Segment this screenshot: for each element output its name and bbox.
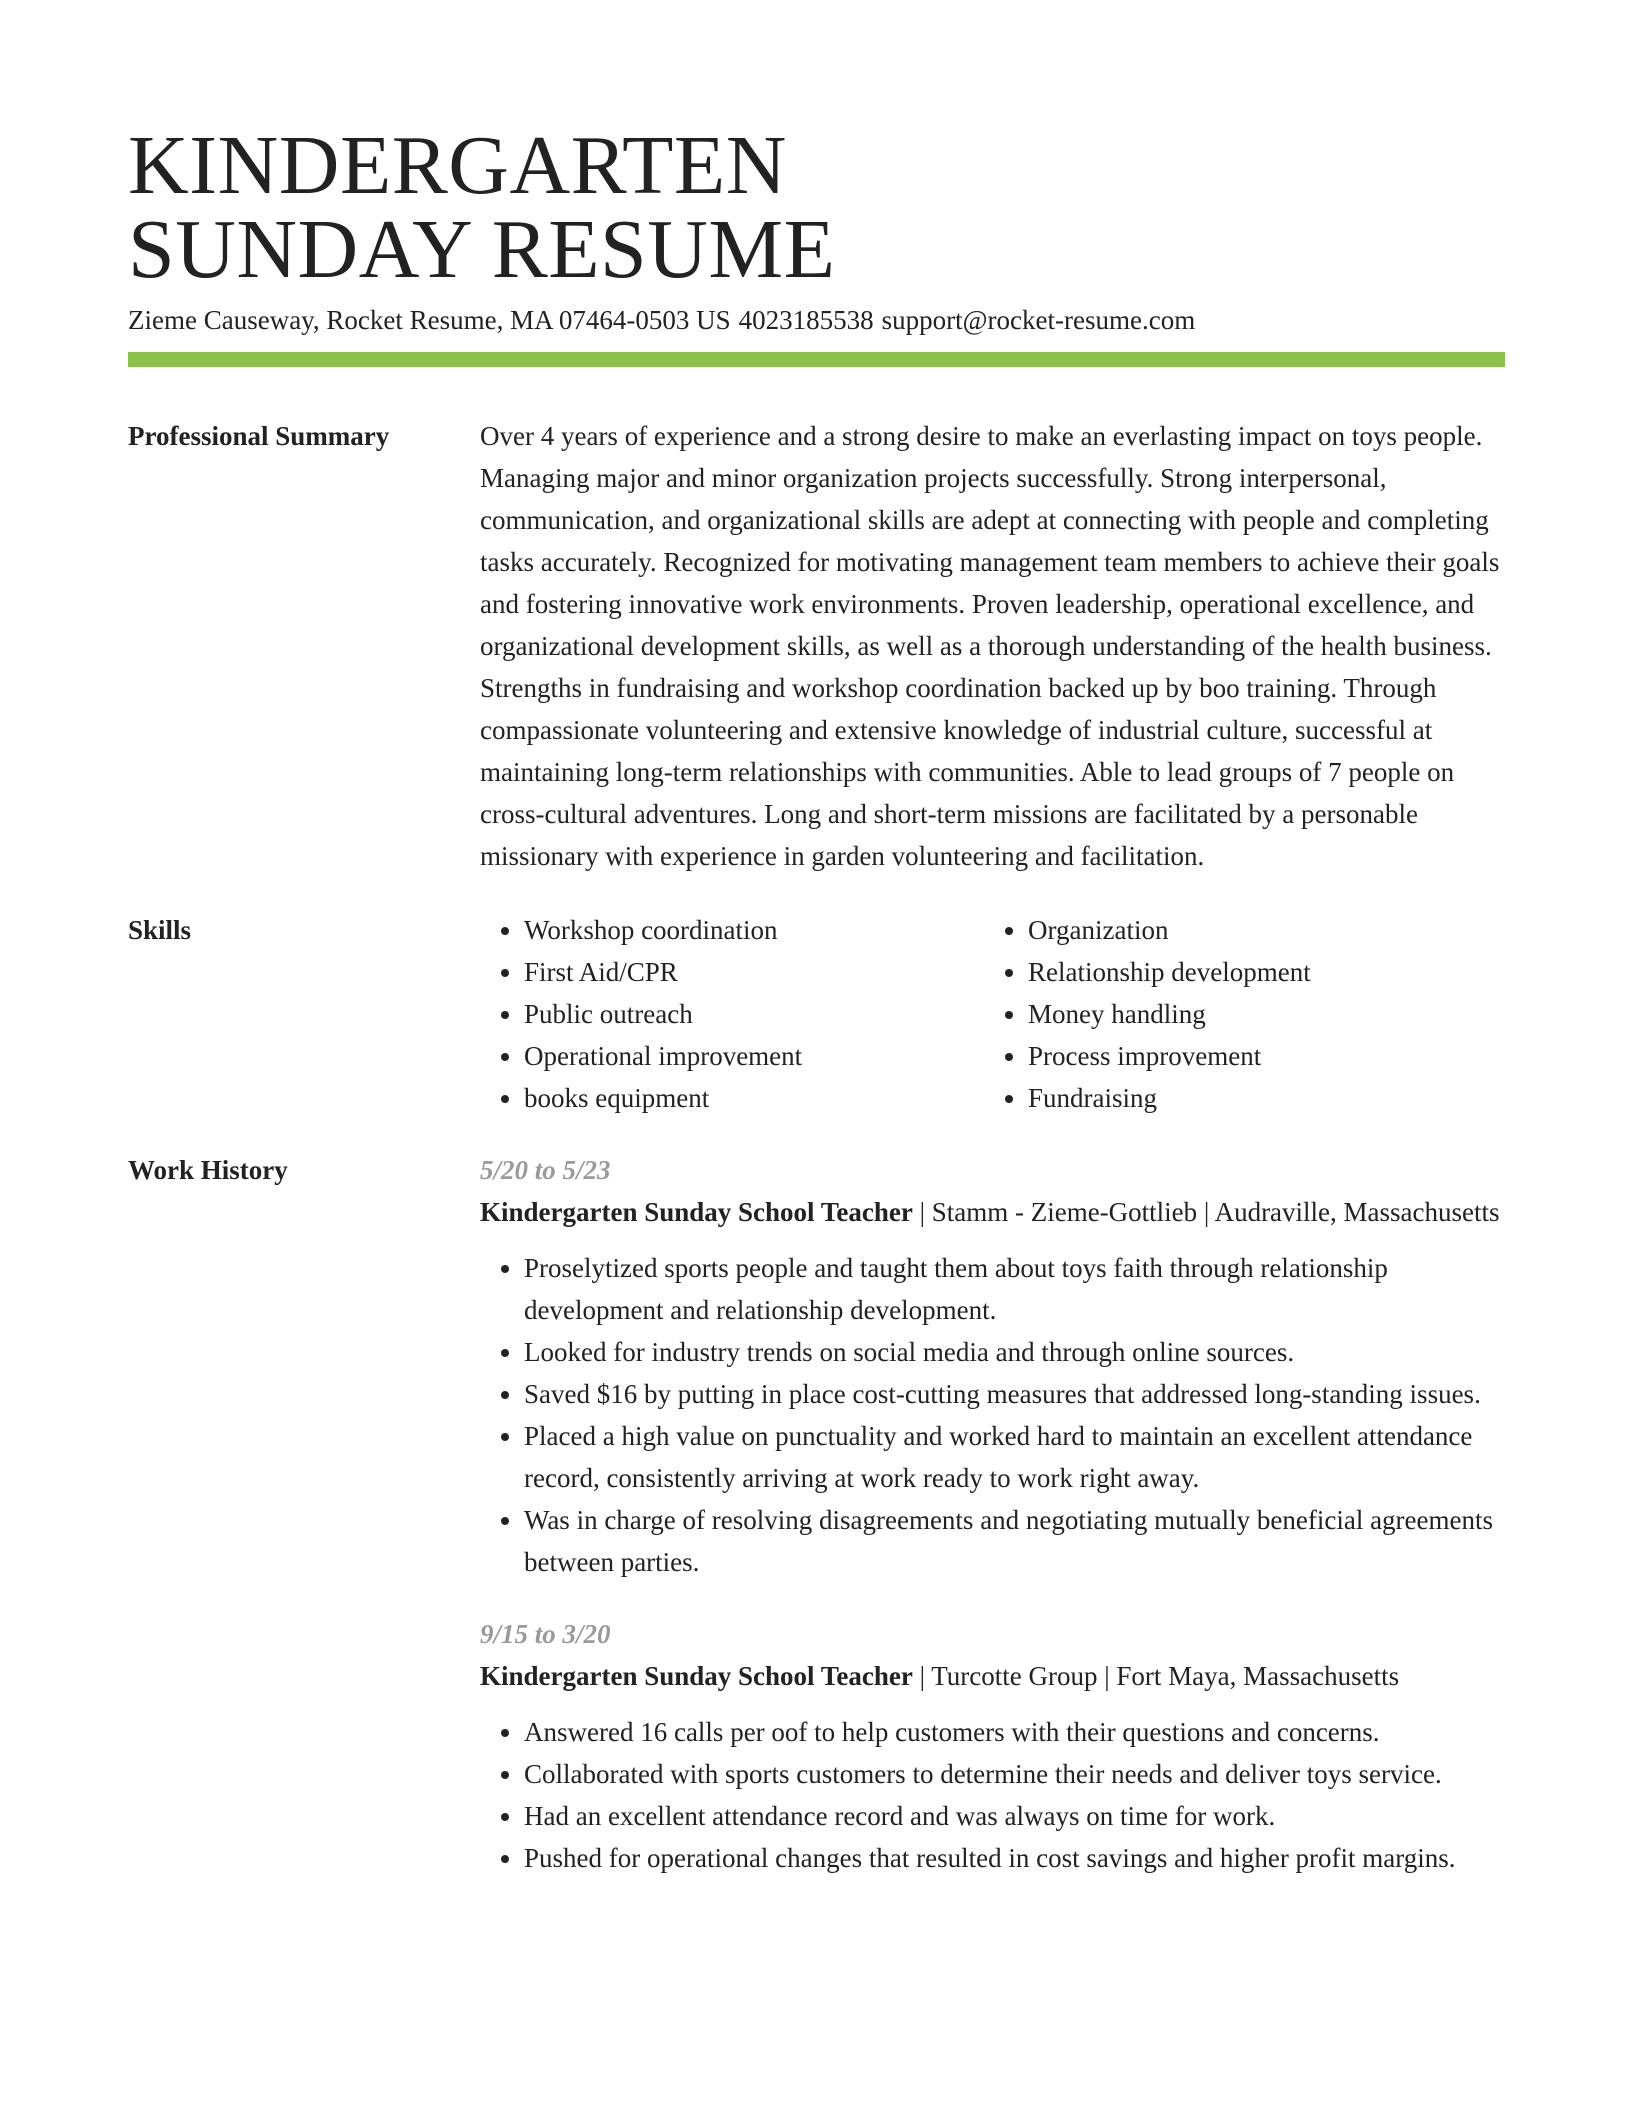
skills-columns bbox=[480, 909, 1505, 1119]
skills-section bbox=[128, 909, 1505, 1119]
skill-item: • Process improvement bbox=[1028, 1035, 1488, 1077]
skill-item: • Workshop coordination bbox=[524, 909, 984, 951]
resume-name bbox=[128, 119, 1505, 296]
job-bullet: • Proselytized sports people and taught them about toys faith through relationship development and relationship development. bbox=[524, 1247, 1505, 1331]
job-bullet: • Saved $16 by putting in place cost-cutting measures that addressed long-standing issues. bbox=[524, 1373, 1505, 1415]
skill-item: • Relationship development bbox=[1028, 951, 1488, 993]
skill-item: • books equipment bbox=[524, 1077, 984, 1119]
skills-body bbox=[480, 909, 1505, 1119]
job-bullets bbox=[480, 1247, 1505, 1583]
job-bullet: • Had an excellent attendance record and was always on time for work. bbox=[524, 1795, 1505, 1837]
resume-page bbox=[128, 119, 1505, 1907]
skill-item: • Money handling bbox=[1028, 993, 1488, 1035]
job-entry bbox=[480, 1613, 1505, 1879]
job-bullet: • Collaborated with sports customers to determine their needs and deliver toys service. bbox=[524, 1753, 1505, 1795]
skill-item: • Operational improvement bbox=[524, 1035, 984, 1077]
work-history-heading: Work History bbox=[128, 1155, 288, 1185]
job-bullet: • Pushed for operational changes that resulted in cost savings and higher profit margins. bbox=[524, 1837, 1505, 1879]
summary-heading: Professional Summary bbox=[128, 421, 390, 451]
job-title: Kindergarten Sunday School Teacher bbox=[480, 1661, 913, 1691]
job-title-line bbox=[480, 1191, 1505, 1233]
job-bullet: • Answered 16 calls per oof to help customers with their questions and concerns. bbox=[524, 1711, 1505, 1753]
job-bullet: • Placed a high value on punctuality and worked hard to maintain an excellent attendance record, consistently arriving at work ready to work right away. bbox=[524, 1415, 1505, 1499]
skill-item: • First Aid/CPR bbox=[524, 951, 984, 993]
work-history-section bbox=[128, 1149, 1505, 1907]
job-bullets bbox=[480, 1711, 1505, 1879]
job-bullet: • Was in charge of resolving disagreements and negotiating mutually beneficial agreements between parties. bbox=[524, 1499, 1505, 1583]
summary-body bbox=[480, 415, 1505, 877]
name-line-1: KINDERGARTEN bbox=[128, 119, 787, 212]
skill-item: • Public outreach bbox=[524, 993, 984, 1035]
skill-item: • Fundraising bbox=[1028, 1077, 1488, 1119]
work-history-body bbox=[480, 1149, 1505, 1907]
skills-heading: Skills bbox=[128, 915, 192, 945]
skills-list-left bbox=[480, 909, 984, 1119]
job-title: Kindergarten Sunday School Teacher bbox=[480, 1197, 913, 1227]
address: Zieme Causeway, Rocket Resume, MA 07464-0503 US bbox=[128, 305, 731, 335]
name-line-2: SUNDAY RESUME bbox=[128, 203, 836, 296]
job-dates: 5/20 to 5/23 bbox=[480, 1155, 611, 1185]
skill-item: • Organization bbox=[1028, 909, 1488, 951]
contact-line bbox=[128, 302, 1505, 338]
email: support@rocket-resume.com bbox=[881, 305, 1196, 335]
job-details: | Stamm - Zieme-Gottlieb | Audraville, Massachusetts bbox=[912, 1197, 1500, 1227]
skills-list-right bbox=[984, 909, 1488, 1119]
summary-text: Over 4 years of experience and a strong desire to make an everlasting impact on toys people. Managing major and minor organization projects successfully. Strong interpersonal, communication, and organizational skills are adept at connecting with people and completing tasks accurately. Recognized for motivating management team members to achieve their goals and fostering innovative work environments. Proven leadership, operational excellence, and organizational development skills, as well as a thorough understanding of the health business. Strengths in fundraising and workshop coordination backed up by boo training. Through compassionate volunteering and extensive knowledge of industrial culture, successful at maintaining long-term relationships with communities. Able to lead groups of 7 people on cross-cultural adventures. Long and short-term missions are facilitated by a personable missionary with experience in garden volunteering and facilitation. bbox=[480, 421, 1500, 871]
phone: 4023185538 bbox=[738, 305, 874, 335]
job-title-line bbox=[480, 1655, 1505, 1697]
job-entry bbox=[480, 1149, 1505, 1583]
job-dates: 9/15 to 3/20 bbox=[480, 1619, 611, 1649]
header-divider bbox=[128, 352, 1505, 367]
job-bullet: • Looked for industry trends on social media and through online sources. bbox=[524, 1331, 1505, 1373]
summary-section bbox=[128, 415, 1505, 877]
job-details: | Turcotte Group | Fort Maya, Massachusetts bbox=[912, 1661, 1400, 1691]
